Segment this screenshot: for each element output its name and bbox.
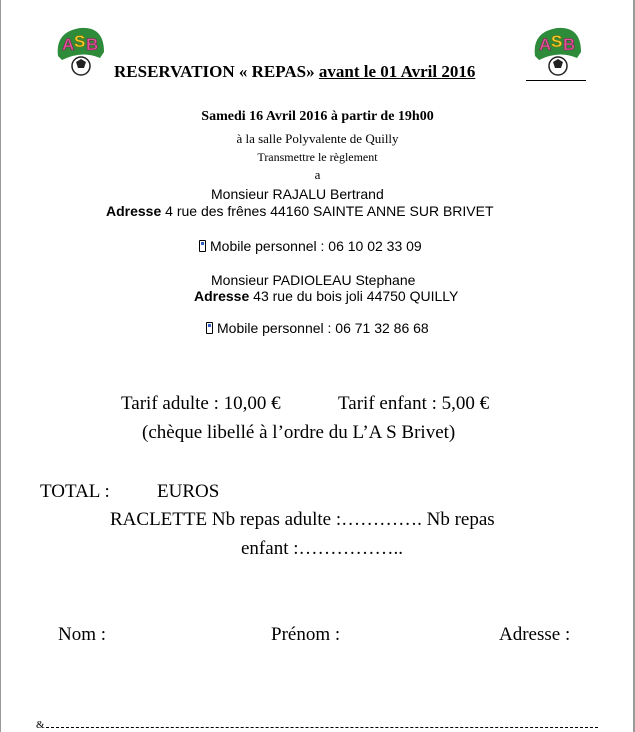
contact-2-mobile: Mobile personnel : 06 71 32 86 68 (217, 320, 429, 336)
contact-1-address-line (106, 203, 494, 219)
svg-text:A: A (62, 35, 75, 54)
cut-line (46, 727, 598, 728)
svg-text:S: S (551, 32, 563, 51)
contact-2-address: 43 rue du bois joli 44750 QUILLY (253, 288, 459, 304)
contact-1-address-label: Adresse (106, 203, 162, 219)
contact-2-address-label: Adresse (194, 288, 250, 304)
cheque-note: (chèque libellé à l’ordre du L’A S Brivet) (142, 422, 456, 443)
contact-2-mobile-line (206, 320, 429, 336)
contact-1-mobile: Mobile personnel : 06 10 02 33 09 (210, 238, 422, 254)
svg-text:B: B (563, 35, 576, 54)
contact-1-mobile-line (199, 238, 422, 254)
contact-1-address: 4 rue des frênes 44160 SAINTE ANNE SUR BRIVET (165, 203, 494, 219)
asb-logo-left (52, 22, 108, 78)
contact-2-name: Monsieur PADIOLEAU Stephane (211, 272, 416, 288)
prenom-label: Prénom : (271, 624, 341, 645)
tarif-enfant: Tarif enfant : 5,00 € (338, 393, 490, 414)
event-place: à la salle Polyvalente de Quilly (236, 131, 399, 146)
asb-logo-left-graphic (52, 22, 108, 78)
contact-2-address-line (194, 288, 458, 304)
svg-text:A: A (539, 35, 552, 54)
asb-logo-right-graphic (529, 22, 585, 78)
event-date: Samedi 16 Avril 2016 à partir de 19h00 (201, 109, 434, 124)
svg-text:B: B (86, 35, 99, 54)
total-label: TOTAL : (40, 481, 110, 502)
svg-text:S: S (74, 32, 86, 51)
mobile-phone-icon (199, 240, 206, 252)
transmit-instruction: Transmettre le règlement (257, 150, 378, 164)
page-title (114, 62, 475, 82)
a-line: a (314, 167, 321, 182)
asb-logo-right (529, 22, 585, 78)
nom-label: Nom : (58, 624, 107, 645)
tarif-adulte: Tarif adulte : 10,00 € (121, 393, 281, 414)
title-deadline: avant le 01 Avril 2016 (318, 62, 476, 81)
mobile-phone-icon (206, 322, 213, 334)
contact-1-name: Monsieur RAJALU Bertrand (211, 186, 384, 202)
adresse-label: Adresse : (499, 624, 571, 645)
enfant-line: enfant :…………….. (241, 538, 404, 559)
title-main: RESERVATION « REPAS» (114, 62, 315, 81)
raclette-line: RACLETTE Nb repas adulte :…………. Nb repas (110, 509, 495, 530)
euros-label: EUROS (157, 481, 220, 502)
scissors-icon: & (36, 719, 45, 731)
title-underline-extension (526, 80, 586, 81)
